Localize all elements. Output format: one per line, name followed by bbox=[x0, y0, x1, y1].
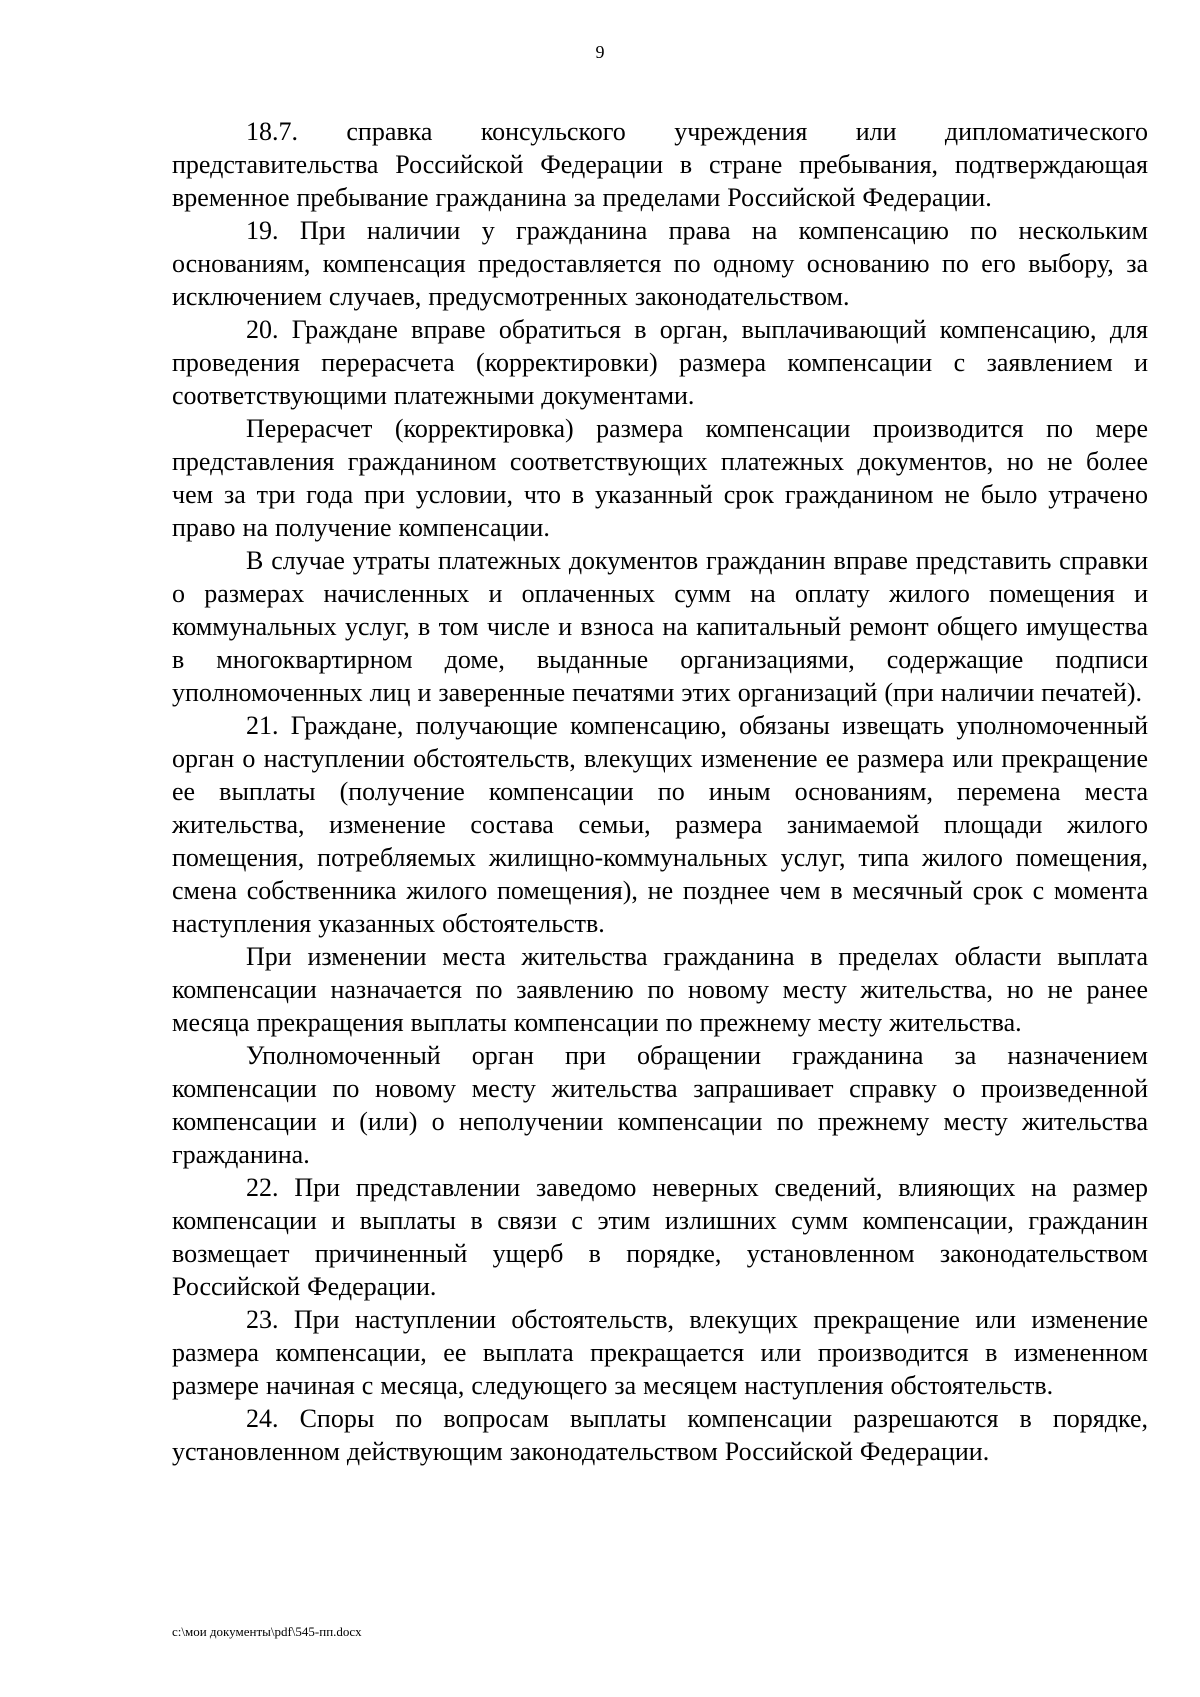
page-number: 9 bbox=[595, 42, 605, 62]
paragraph-19: 19. При наличии у гражданина права на компенсацию по нескольким основаниям, компенсация предоставляется по одному основанию по его выбору, за исключением случаев, предусмотренных законодательством. bbox=[172, 216, 1148, 311]
paragraph-20-lost-documents: В случае утраты платежных документов гражданин вправе представить справки о размерах начисленных и оплаченных сумм на оплату жилого помещения и коммунальных услуг, в том числе и взноса на капитальный ремонт общего имущества в многоквартирном доме, выданные организациями, содержащие подписи уполномоченных лиц и заверенные печатями этих организаций (при наличии печатей). bbox=[172, 546, 1148, 707]
paragraph-20: 20. Граждане вправе обратиться в орган, выплачивающий компенсацию, для проведения перерасчета (корректировки) размера компенсации с заявлением и соответствующими платежными документами. bbox=[172, 315, 1148, 410]
paragraph-24: 24. Споры по вопросам выплаты компенсации разрешаются в порядке, установленном действующим законодательством Российской Федерации. bbox=[172, 1404, 1148, 1466]
paragraph-20-recalculation: Перерасчет (корректировка) размера компенсации производится по мере представления гражданином соответствующих платежных документов, но не более чем за три года при условии, что в указанный срок гражданином не было утрачено право на получение компенсации. bbox=[172, 414, 1148, 542]
file-path-footer: c:\мои документы\pdf\545-пп.docx bbox=[172, 1624, 362, 1639]
document-body bbox=[172, 115, 1148, 1468]
paragraph-23: 23. При наступлении обстоятельств, влекущих прекращение или изменение размера компенсации, ее выплата прекращается или производится в измененном размере начиная с месяца, следующего за месяцем наступления обстоятельств. bbox=[172, 1305, 1148, 1400]
paragraph-21-residence-change: При изменении места жительства гражданина в пределах области выплата компенсации назначается по заявлению по новому месту жительства, но не ранее месяца прекращения выплаты компенсации по прежнему месту жительства. bbox=[172, 942, 1148, 1037]
paragraph-18-7: 18.7. справка консульского учреждения или дипломатического представительства Российской Федерации в стране пребывания, подтверждающая временное пребывание гражданина за пределами Российской Федерации. bbox=[172, 117, 1148, 212]
paragraph-22: 22. При представлении заведомо неверных сведений, влияющих на размер компенсации и выплаты в связи с этим излишних сумм компенсации, гражданин возмещает причиненный ущерб в порядке, установленном законодательством Российской Федерации. bbox=[172, 1173, 1148, 1301]
paragraph-21: 21. Граждане, получающие компенсацию, обязаны извещать уполномоченный орган о наступлении обстоятельств, влекущих изменение ее размера или прекращение ее выплаты (получение компенсации по иным основаниям, перемена места жительства, изменение состава семьи, размера занимаемой площади жилого помещения, потребляемых жилищно-коммунальных услуг, типа жилого помещения, смена собственника жилого помещения), не позднее чем в месячный срок с момента наступления указанных обстоятельств. bbox=[172, 711, 1148, 938]
paragraph-21-authority-request: Уполномоченный орган при обращении гражданина за назначением компенсации по новому месту жительства запрашивает справку о произведенной компенсации и (или) о неполучении компенсации по прежнему месту жительства гражданина. bbox=[172, 1041, 1148, 1169]
